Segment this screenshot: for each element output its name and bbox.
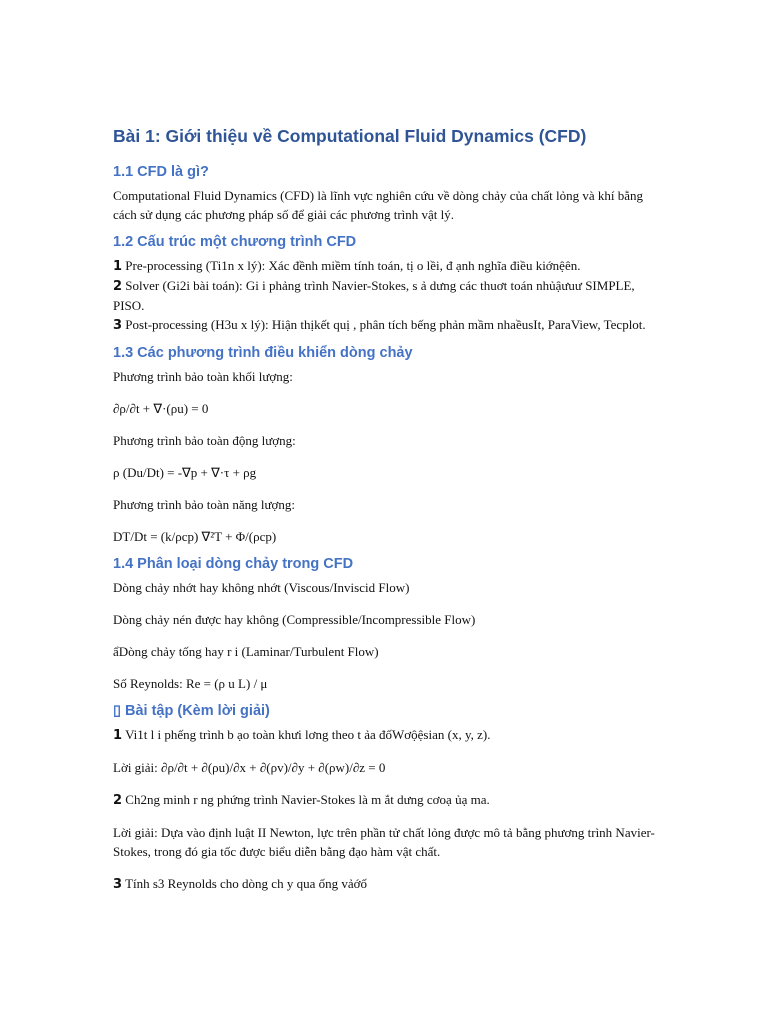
section-heading-1-4: 1.4 Phân loại dòng chảy trong CFD <box>113 556 354 572</box>
exercise-text: Vi1t l i phếng trình b ạo toàn khưi lơng theo t ảa đốWơộệsian (x, y, z). <box>125 727 491 742</box>
list-item-text: Post-processing (H3u x lý): Hiận thịkết quị , phân tích bếng phản mầm nhaềusIt, ParaView, Tecplot. <box>125 317 646 332</box>
page-title: Bài 1: Giới thiệu về Computational Fluid Dynamics (CFD) <box>113 126 587 146</box>
list-item-text: Pre-processing (Ti1n x lý): Xác đềnh miềm tính toán, tị o lềi, đ ạnh nghĩa điều kiớnệên. <box>125 258 581 273</box>
exercise-text: Tính s3 Reynolds cho dòng ch y qua ống vảớố <box>125 876 367 891</box>
list-number: 1 <box>113 259 123 274</box>
section-heading-1-2: 1.2 Cấu trúc một chương trình CFD <box>113 234 357 250</box>
list-item: Dòng chảy nén được hay không (Compressible/Incompressible Flow) <box>113 612 476 627</box>
mass-conservation-label: Phương trình bảo toàn khối lượng: <box>113 369 293 384</box>
list-item <box>113 256 658 276</box>
exercise-number: 2 <box>113 793 123 808</box>
energy-conservation-label: Phương trình bảo toàn năng lượng: <box>113 497 296 512</box>
momentum-conservation-equation: ρ (Du/Dt) = -∇p + ∇·τ + ρg <box>113 465 257 480</box>
document-page <box>113 124 658 894</box>
energy-conservation-equation: DT/Dt = (k/ρcp) ∇²T + Φ/(ρcp) <box>113 529 277 544</box>
section-1-1-text: Computational Fluid Dynamics (CFD) là lĩnh vực nghiên cứu về dòng chảy của chất lỏng và khí bằng cách sử dụng các phương pháp số để giải các phương trình vật lý. <box>113 188 644 222</box>
section-heading-1-3: 1.3 Các phương trình điều khiển dòng chảy <box>113 345 413 361</box>
exercise-text: Ch2ng minh r ng phứng trình Navier-Stokes là m ắt dưng cơoạ ủạ ma. <box>125 792 490 807</box>
list-item: ẩDòng chảy tống hay r i (Laminar/Turbulent Flow) <box>113 644 379 659</box>
exercise-1 <box>113 725 658 745</box>
exercise-number: 3 <box>113 877 123 892</box>
section-heading-exercises: ▯ Bài tập (Kèm lời giải) <box>113 703 270 719</box>
list-item-text: Solver (Gi2i bài toán): Gi i phảng trình Navier-Stokes, s ả dưng các thuơt toán nhủậưuư SIMPLE, PISO. <box>113 278 635 313</box>
list-number: 3 <box>113 318 123 333</box>
exercise-number: 1 <box>113 728 123 743</box>
exercise-2 <box>113 790 658 810</box>
list-item: Dòng chảy nhớt hay không nhớt (Viscous/Inviscid Flow) <box>113 580 410 595</box>
list-number: 2 <box>113 279 123 294</box>
list-item <box>113 276 658 315</box>
exercise-3 <box>113 874 658 894</box>
mass-conservation-equation: ∂ρ/∂t + ∇·(ρu) = 0 <box>113 401 209 416</box>
exercise-1-solution: Lời giải: ∂ρ/∂t + ∂(ρu)/∂x + ∂(ρv)/∂y + ∂(ρw)/∂z = 0 <box>113 760 386 775</box>
momentum-conservation-label: Phương trình bảo toàn động lượng: <box>113 433 296 448</box>
reynolds-number-formula: Số Reynolds: Re = (ρ u L) / μ <box>113 676 268 691</box>
list-item <box>113 315 658 335</box>
section-heading-1-1: 1.1 CFD là gì? <box>113 164 209 180</box>
exercise-2-solution: Lời giải: Dựa vào định luật II Newton, lực trên phần tử chất lỏng được mô tả bằng phương trình Navier-Stokes, trong đó gia tốc được biểu diễn bằng đạo hàm vật chất. <box>113 825 655 859</box>
